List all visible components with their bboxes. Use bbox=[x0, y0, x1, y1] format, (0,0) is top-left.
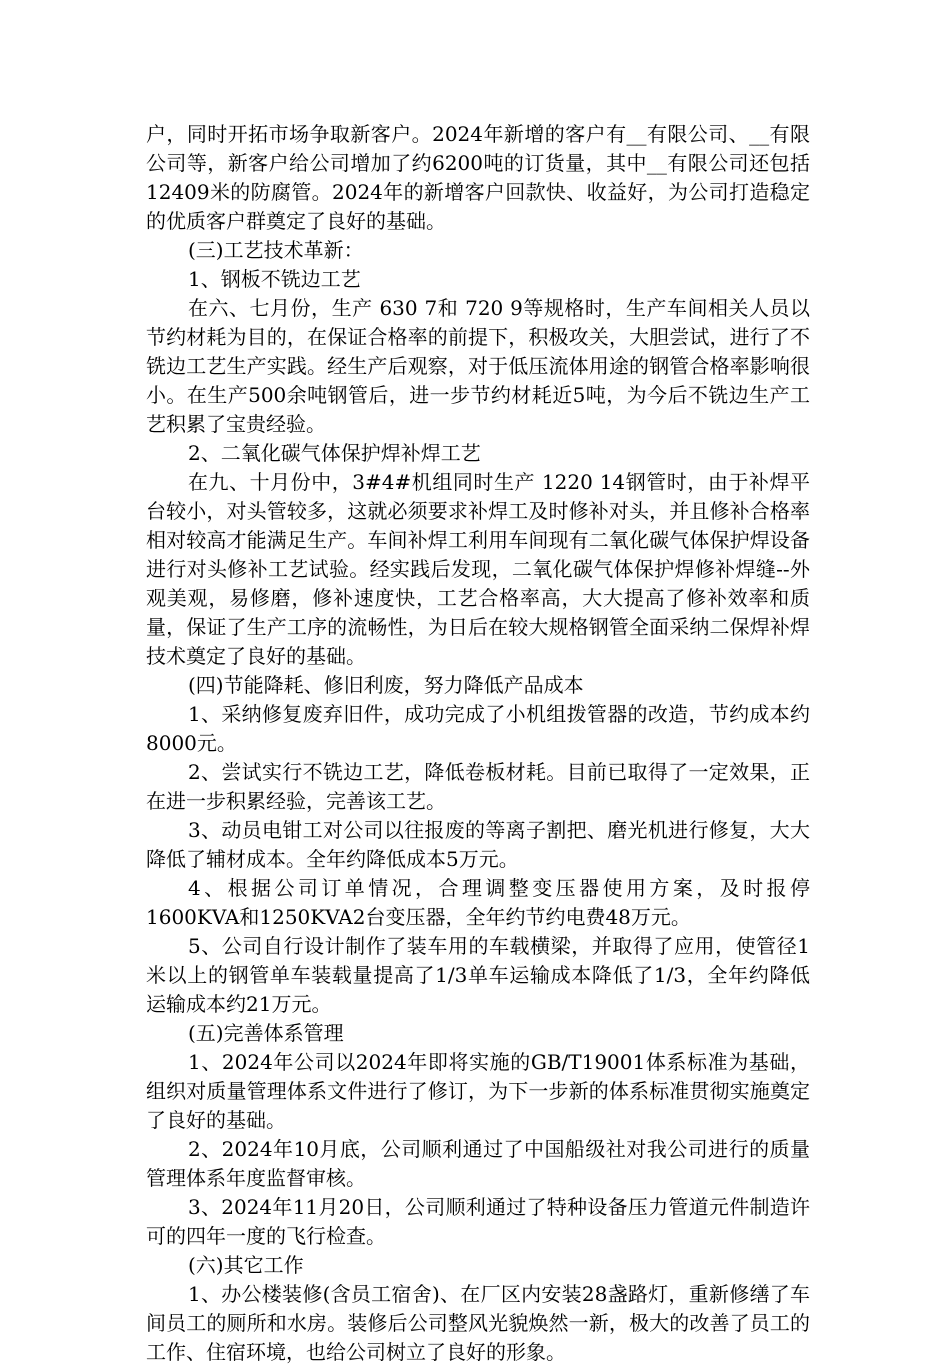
list-item: 1、采纳修复废弃旧件，成功完成了小机组拨管器的改造，节约成本约8000元。 bbox=[146, 702, 810, 755]
section-heading: (六)其它工作 bbox=[188, 1253, 304, 1277]
subsection-heading: 2、二氧化碳气体保护焊补焊工艺 bbox=[188, 441, 481, 465]
paragraph: 在六、七月份，生产 630 7和 720 9等规格时，生产车间相关人员以节约材耗为目的，在保证合格率的前提下，积极攻关，大胆尝试，进行了不铣边工艺生产实践。经生产后观察，对于低压流体用途的钢管合格率影响很小。在生产500余吨钢管后，进一步节约材耗近5吨，为今后不铣边生产工艺积累了宝贵经验。 bbox=[146, 296, 810, 436]
list-item: 3、动员电钳工对公司以往报废的等离子割把、磨光机进行修复，大大降低了辅材成本。全年约降低成本5万元。 bbox=[146, 818, 810, 871]
list-item: 1、办公楼装修(含员工宿舍)、在厂区内安装28盏路灯，重新修缮了车间员工的厕所和水房。装修后公司整风光貌焕然一新，极大的改善了员工的工作、住宿环境，也给公司树立了良好的形象。 bbox=[146, 1282, 810, 1364]
paragraph: 在九、十月份中，3#4#机组同时生产 1220 14钢管时，由于补焊平台较小，对头管较多，这就必须要求补焊工及时修补对头，并且修补合格率相对较高才能满足生产。车间补焊工利用车间现有二氧化碳气体保护焊设备进行对头修补工艺试验。经实践后发现，二氧化碳气体保护焊修补焊缝--外观美观，易修磨，修补速度快，工艺合格率高，大大提高了修补效率和质量，保证了生产工序的流畅性，为日后在较大规格钢管全面采纳二保焊补焊技术奠定了良好的基础。 bbox=[146, 470, 810, 668]
list-item: 4、根据公司订单情况，合理调整变压器使用方案，及时报停1600KVA和1250KVA2台变压器，全年约节约电费48万元。 bbox=[146, 876, 810, 929]
paragraph: 户，同时开拓市场争取新客户。2024年新增的客户有__有限公司、__有限公司等，新客户给公司增加了约6200吨的订货量，其中__有限公司还包括12409米的防腐管。2024年的新增客户回款快、收益好，为公司打造稳定的优质客户群奠定了良好的基础。 bbox=[146, 122, 810, 233]
list-item: 5、公司自行设计制作了装车用的车载横梁，并取得了应用，使管径1米以上的钢管单车装载量提高了1/3单车运输成本降低了1/3，全年约降低运输成本约21万元。 bbox=[146, 934, 810, 1016]
document-body bbox=[146, 120, 810, 1367]
list-item: 2、2024年10月底，公司顺利通过了中国船级社对我公司进行的质量管理体系年度监督审核。 bbox=[146, 1137, 810, 1190]
section-heading: (四)节能降耗、修旧利废，努力降低产品成本 bbox=[188, 673, 584, 697]
section-heading: (五)完善体系管理 bbox=[188, 1021, 344, 1045]
list-item: 1、2024年公司以2024年即将实施的GB/T19001体系标准为基础，组织对质量管理体系文件进行了修订，为下一步新的体系标准贯彻实施奠定了良好的基础。 bbox=[146, 1050, 810, 1132]
list-item: 3、2024年11月20日，公司顺利通过了特种设备压力管道元件制造许可的四年一度的飞行检查。 bbox=[146, 1195, 810, 1248]
section-heading: (三)工艺技术革新： bbox=[188, 238, 364, 262]
subsection-heading: 1、钢板不铣边工艺 bbox=[188, 267, 361, 291]
list-item: 2、尝试实行不铣边工艺，降低卷板材耗。目前已取得了一定效果，正在进一步积累经验，完善该工艺。 bbox=[146, 760, 810, 813]
